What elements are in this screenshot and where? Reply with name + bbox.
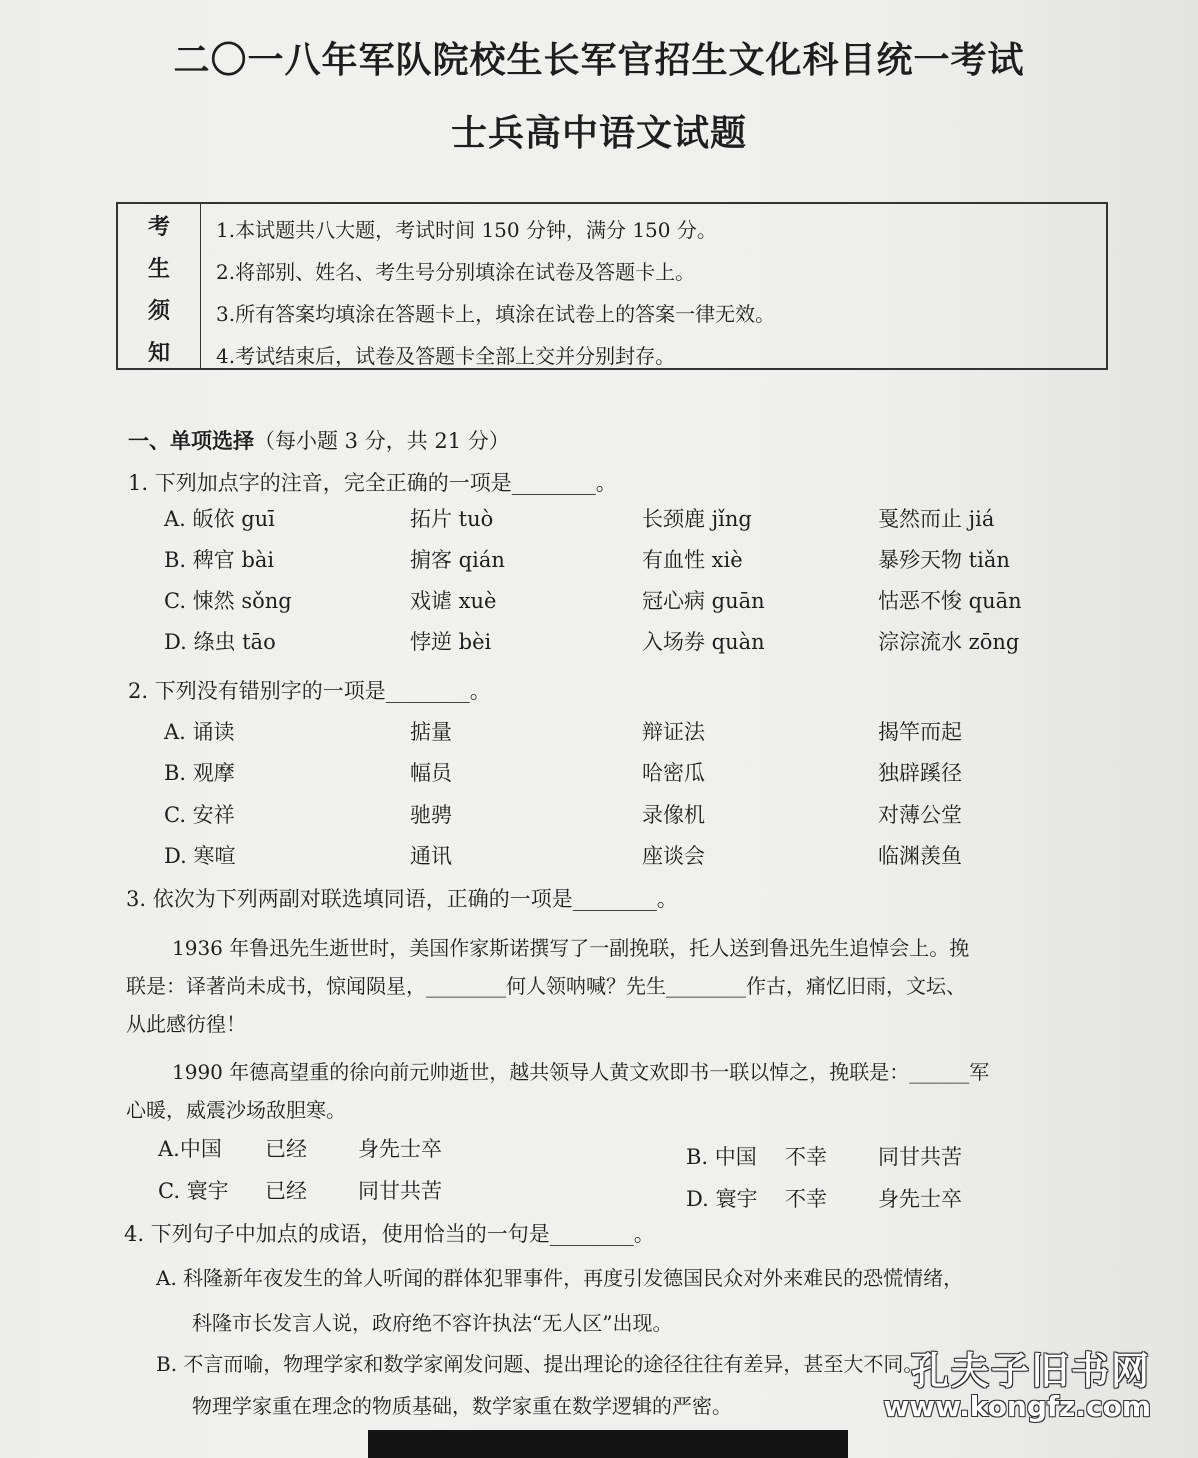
question-1-stem: 1. 下列加点字的注音，完全正确的一项是________。 bbox=[128, 471, 617, 495]
q3-option-c-3: 同甘共苦 bbox=[358, 1179, 442, 1203]
q4-option-a-line: A. 科隆新年夜发生的耸人听闻的群体犯罪事件，再度引发德国民众对外来难民的恐慌情绪， bbox=[156, 1266, 964, 1290]
q2-option-c-4: 对薄公堂 bbox=[878, 803, 962, 827]
section-title: 一、单项选择 bbox=[128, 428, 254, 453]
bottom-black-bar bbox=[368, 1430, 848, 1458]
q3-passage-line: 联是：译著尚未成书，惊闻陨星，________何人领呐喊？先生________作古，痛忆旧雨，文坛、 bbox=[126, 974, 966, 998]
q1-option-c-1: C. 悚然 sǒng bbox=[164, 589, 292, 613]
q1-option-a-1: A. 皈依 guī bbox=[164, 507, 275, 531]
q3-option-b-1: B. 中国 bbox=[686, 1145, 757, 1169]
q2-option-b-3: 哈密瓜 bbox=[642, 761, 705, 785]
q3-passage-line: 心暖，威震沙场敌胆寒。 bbox=[126, 1098, 346, 1122]
q1-option-d-1: D. 绦虫 tāo bbox=[164, 630, 276, 654]
q1-option-d-4: 淙淙流水 zōng bbox=[878, 630, 1020, 654]
notice-label-char: 生 bbox=[147, 256, 170, 282]
q3-option-a-1: A.中国 bbox=[158, 1137, 222, 1161]
q2-option-a-1: A. 诵读 bbox=[164, 720, 235, 744]
q3-passage-line: 1936 年鲁迅先生逝世时，美国作家斯诺撰写了一副挽联，托人送到鲁迅先生追悼会上。挽 bbox=[172, 936, 970, 960]
q2-option-b-1: B. 观摩 bbox=[164, 761, 235, 785]
q3-option-b-2: 不幸 bbox=[785, 1145, 827, 1169]
q2-option-c-2: 驰骋 bbox=[410, 803, 452, 827]
q3-passage-line: 1990 年德高望重的徐向前元帅逝世，越共领导人黄文欢即书一联以悼之，挽联是：______军 bbox=[172, 1060, 990, 1084]
q2-option-a-4: 揭竿而起 bbox=[878, 720, 962, 744]
notice-label-char: 须 bbox=[147, 298, 170, 324]
section-note: （每小题 3 分，共 21 分） bbox=[254, 429, 510, 453]
q2-option-b-2: 幅员 bbox=[410, 761, 452, 785]
q3-option-c-2: 已经 bbox=[265, 1179, 307, 1203]
section-heading bbox=[128, 425, 510, 455]
q4-option-b-line: B. 不言而喻，物理学家和数学家阐发问题、提出理论的途径往往有差异，甚至大不同。 bbox=[156, 1352, 924, 1376]
q3-option-a-3: 身先士卒 bbox=[358, 1137, 442, 1161]
q1-option-a-4: 戛然而止 jiá bbox=[878, 507, 995, 531]
q1-option-c-4: 怙恶不悛 quān bbox=[878, 589, 1022, 613]
question-2-stem: 2. 下列没有错别字的一项是________。 bbox=[128, 679, 491, 703]
q3-option-d-1: D. 寰宇 bbox=[686, 1187, 758, 1211]
notice-rule: 4.考试结束后，试卷及答题卡全部上交并分别封存。 bbox=[216, 344, 676, 368]
notice-rule: 3.所有答案均填涂在答题卡上，填涂在试卷上的答案一律无效。 bbox=[216, 302, 776, 326]
notice-label-char: 考 bbox=[147, 214, 170, 240]
page-subtitle: 士兵高中语文试题 bbox=[450, 112, 747, 154]
notice-label bbox=[118, 204, 201, 368]
q2-option-b-4: 独辟蹊径 bbox=[878, 761, 962, 785]
question-4-stem: 4. 下列句子中加点的成语，使用恰当的一句是________。 bbox=[124, 1222, 655, 1246]
q1-option-c-3: 冠心病 guān bbox=[642, 589, 765, 613]
q1-option-a-2: 拓片 tuò bbox=[410, 507, 494, 531]
q3-option-a-2: 已经 bbox=[265, 1137, 307, 1161]
question-3-stem: 3. 依次为下列两副对联选填同语，正确的一项是________。 bbox=[126, 887, 678, 911]
q2-option-a-3: 辩证法 bbox=[642, 720, 705, 744]
notice-label-char: 知 bbox=[147, 340, 170, 366]
q1-option-b-3: 有血性 xiè bbox=[642, 548, 743, 572]
q1-option-a-3: 长颈鹿 jǐng bbox=[642, 507, 752, 531]
q3-option-b-3: 同甘共苦 bbox=[878, 1145, 962, 1169]
q2-option-d-2: 通讯 bbox=[410, 844, 452, 868]
q2-option-d-1: D. 寒喧 bbox=[164, 844, 236, 868]
candidate-notice-box bbox=[116, 202, 1108, 370]
q3-option-d-3: 身先士卒 bbox=[878, 1187, 962, 1211]
q2-option-d-4: 临渊羡鱼 bbox=[878, 844, 962, 868]
q2-option-c-3: 录像机 bbox=[642, 803, 705, 827]
q1-option-b-2: 掮客 qián bbox=[410, 548, 505, 572]
q1-option-b-4: 暴殄天物 tiǎn bbox=[878, 548, 1010, 572]
q1-option-c-2: 戏谑 xuè bbox=[410, 589, 497, 613]
q2-option-c-1: C. 安祥 bbox=[164, 803, 235, 827]
q2-option-a-2: 掂量 bbox=[410, 720, 452, 744]
q1-option-b-1: B. 稗官 bài bbox=[164, 548, 275, 572]
q2-option-d-3: 座谈会 bbox=[642, 844, 705, 868]
q3-option-d-2: 不幸 bbox=[785, 1187, 827, 1211]
q3-passage-line: 从此感彷徨！ bbox=[126, 1012, 246, 1036]
q1-option-d-3: 入场券 quàn bbox=[642, 630, 765, 654]
watermark-name: 孔夫子旧书网 bbox=[910, 1349, 1151, 1393]
q3-option-c-1: C. 寰宇 bbox=[158, 1179, 229, 1203]
q4-option-b-line: 物理学家重在理念的物质基础，数学家重在数学逻辑的严密。 bbox=[192, 1394, 732, 1418]
q4-option-a-line: 科隆市长发言人说，政府绝不容许执法“无人区”出现。 bbox=[192, 1311, 673, 1335]
page-title: 二〇一八年军队院校生长军官招生文化科目统一考试 bbox=[173, 39, 1025, 81]
watermark-url: www.kongfz.com bbox=[883, 1390, 1151, 1423]
notice-rule: 2.将部别、姓名、考生号分别填涂在试卷及答题卡上。 bbox=[216, 260, 696, 284]
watermark-logo bbox=[883, 1340, 1175, 1430]
notice-rule: 1.本试题共八大题，考试时间 150 分钟，满分 150 分。 bbox=[216, 218, 717, 242]
q1-option-d-2: 悖逆 bèi bbox=[410, 630, 492, 654]
